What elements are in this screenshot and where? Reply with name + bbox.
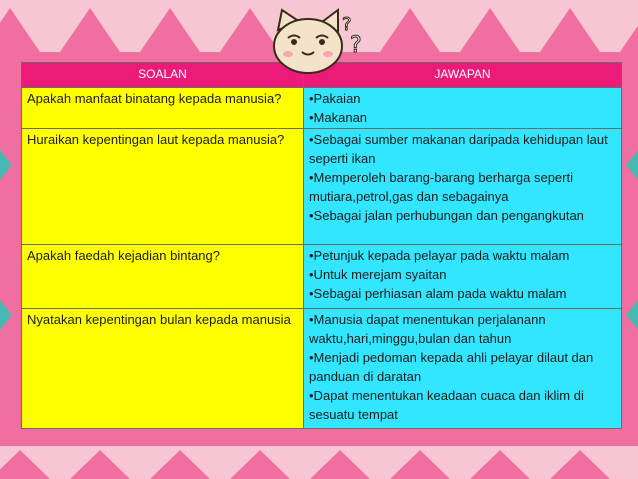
qa-table-container xyxy=(21,62,621,429)
question-cell: Nyatakan kepentingan bulan kepada manusia xyxy=(22,309,304,429)
answer-item: •Memperoleh barang-barang berharga seperti mutiara,petrol,gas dan sebagainya xyxy=(309,170,573,204)
header-soalan: SOALAN xyxy=(22,63,304,88)
answer-item: •Dapat menentukan keadaan cuaca dan iklim di sesuatu tempat xyxy=(309,388,584,422)
table-row xyxy=(22,309,622,429)
table-row xyxy=(22,88,622,129)
answer-cell xyxy=(304,129,622,245)
svg-text:?: ? xyxy=(342,14,352,35)
table-row xyxy=(22,129,622,245)
svg-text:?: ? xyxy=(350,33,362,58)
answer-item: •Sebagai perhiasan alam pada waktu malam xyxy=(309,286,567,301)
question-cell: Apakah faedah kejadian bintang? xyxy=(22,245,304,309)
answer-item: •Makanan xyxy=(309,110,368,125)
answer-item: •Sebagai sumber makanan daripada kehidupan laut seperti ikan xyxy=(309,132,608,166)
header-jawapan: JAWAPAN xyxy=(304,63,622,88)
answer-item: •Manusia dapat menentukan perjalanann waktu,hari,minggu,bulan dan tahun xyxy=(309,312,546,346)
question-mark-icon xyxy=(342,14,362,58)
cat-head-icon xyxy=(274,10,342,73)
answer-item: •Menjadi pedoman kepada ahli pelayar dilaut dan panduan di daratan xyxy=(309,350,594,384)
question-cell: Huraikan kepentingan laut kepada manusia? xyxy=(22,129,304,245)
answer-cell xyxy=(304,88,622,129)
table-row xyxy=(22,245,622,309)
answer-item: •Pakaian xyxy=(309,91,361,106)
answer-cell xyxy=(304,245,622,309)
cat-mascot xyxy=(266,8,366,83)
answer-item: •Untuk merejam syaitan xyxy=(309,267,447,282)
answer-cell xyxy=(304,309,622,429)
answer-item: •Petunjuk kepada pelayar pada waktu malam xyxy=(309,248,570,263)
answer-item: •Sebagai jalan perhubungan dan pengangkutan xyxy=(309,208,584,223)
qa-table xyxy=(21,62,622,429)
question-cell: Apakah manfaat binatang kepada manusia? xyxy=(22,88,304,129)
